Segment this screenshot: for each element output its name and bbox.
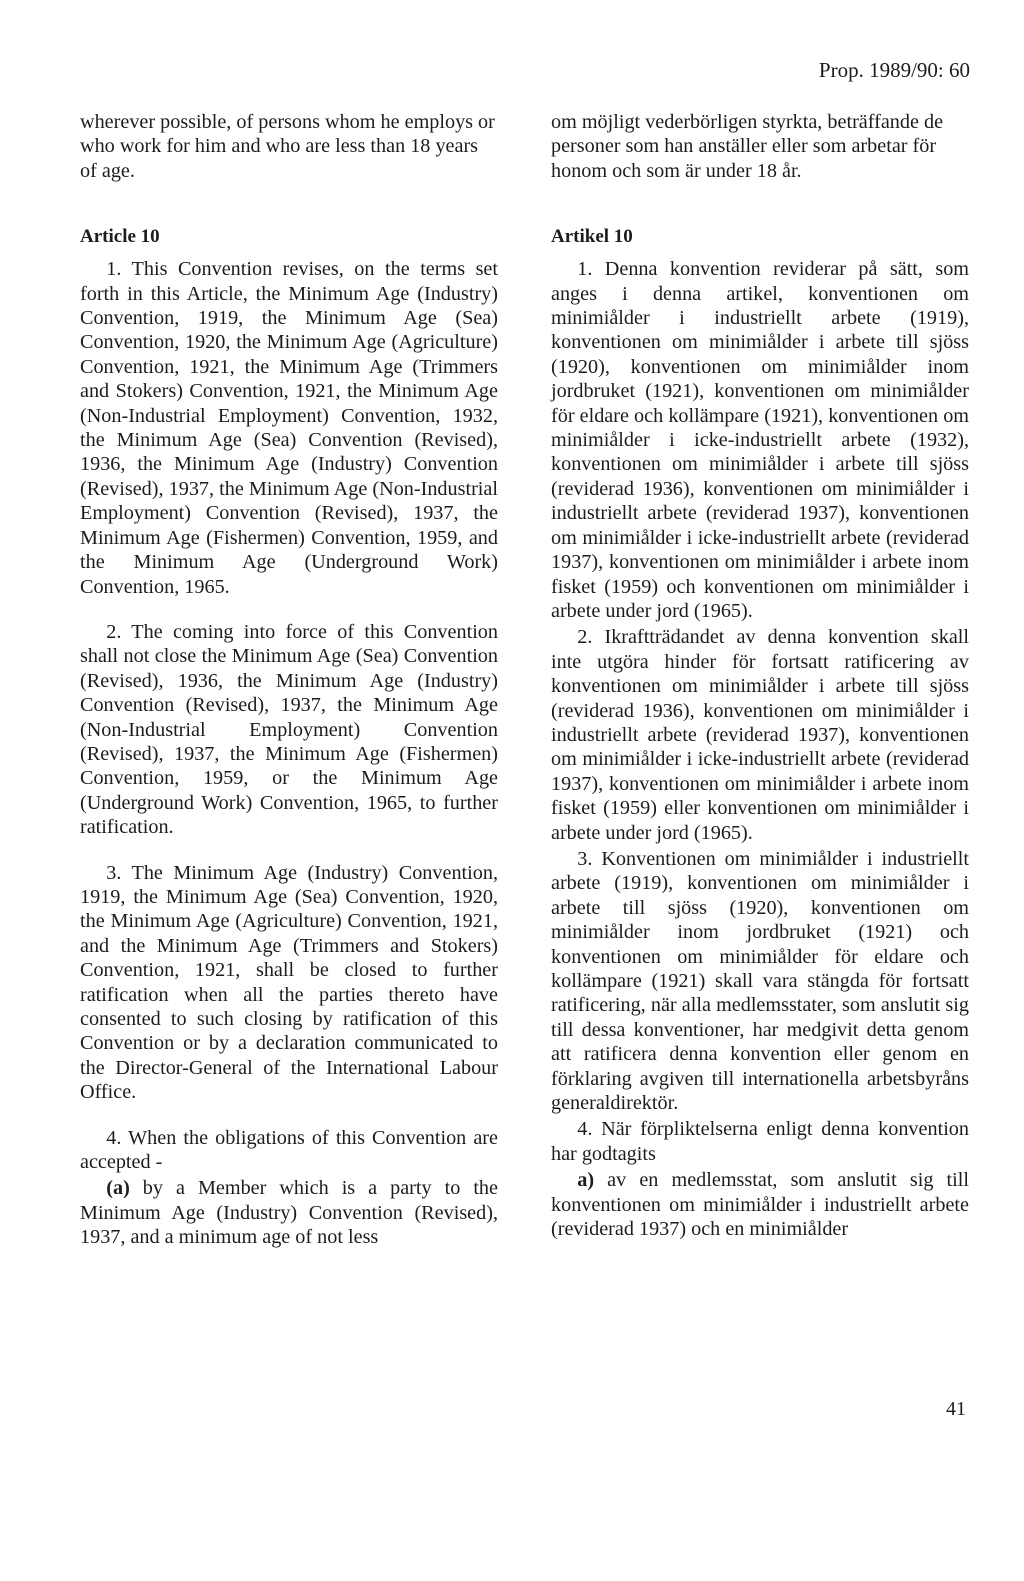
english-paragraph-3: 3. The Minimum Age (Industry) Convention, 1919, the Minimum Age (Sea) Convention, 1920, the Minimum Age (Agriculture) Convention, 1921, and the Minimum Age (Trimmers and Stokers) Convention, 1921, shall be closed to further ratification when all the parties thereto have consented to such closing by ratification of this Convention or by a declaration communicated to the Director-General of the International Labour Office. bbox=[80, 861, 498, 1104]
swedish-paragraph-4a bbox=[551, 1168, 969, 1241]
english-item-a-text: by a Member which is a party to the Minimum Age (Industry) Convention (Revised), 1937, and a minimum age of not less bbox=[80, 1177, 498, 1249]
document-reference: Prop. 1989/90: 60 bbox=[818, 58, 970, 82]
swedish-intro-text: om möjligt vederbörligen styrkta, beträffande de personer som han anställer eller som arbetar för honom och som är under 18 år. bbox=[551, 111, 944, 182]
swedish-paragraph-2: 2. Ikraftträdandet av denna konvention skall inte utgöra hinder för fortsatt ratificering av konventionen om minimiålder i arbete till sjöss (reviderad 1936), konventionen om minimiålder i industriellt arbete (reviderad 1937), konventionen om minimiålder i icke-industriellt arbete (reviderad 1937), konventionen om minimiålder i arbete inom fisket (1959) eller konventionen om minimiålder i arbete under jord (1965). bbox=[551, 626, 969, 844]
english-paragraph-4a bbox=[80, 1176, 498, 1249]
swedish-article-heading: Artikel 10 bbox=[551, 226, 633, 248]
english-paragraph-4: 4. When the obligations of this Convention are accepted - bbox=[80, 1126, 498, 1174]
english-article-heading: Article 10 bbox=[80, 226, 160, 248]
swedish-paragraph-3: 3. Konventionen om minimiålder i industriellt arbete (1919), konventionen om minimiålder i arbete till sjöss (1920), konventionen om minimiålder inom jordbruket (1921) och konventionen om minimiålder för eldare och kollämpare (1921) skall vara stängda för fortsatt ratificering, när alla medlemsstater, som anslutit sig till dessa konventioner, har medgivit detta genom att ratificera denna konvention eller genom en förklaring avgiven till internationella arbetsbyråns generaldirektör. bbox=[551, 847, 969, 1115]
page-number: 41 bbox=[946, 1398, 966, 1420]
swedish-item-a-label: a) bbox=[577, 1169, 595, 1192]
english-paragraph-1: 1. This Convention revises, on the terms set forth in this Article, the Minimum Age (Industry) Convention, 1919, the Minimum Age (Sea) Convention, 1920, the Minimum Age (Agriculture) Convention, 1921, the Minimum Age (Trimmers and Stokers) Convention, 1921, the Minimum Age (Non-Industrial Employment) Convention, 1932, the Minimum Age (Sea) Convention (Revised), 1936, the Minimum Age (Industry) Convention (Revised), 1937, the Minimum Age (Non-Industrial Employment) Convention (Revised), 1937, the Minimum Age (Fishermen) Convention, 1959, and the Minimum Age (Underground Work) Convention, 1965. bbox=[80, 258, 498, 598]
english-column bbox=[80, 110, 498, 1250]
swedish-paragraph-4: 4. När förpliktelserna enligt denna konvention har godtagits bbox=[551, 1118, 969, 1165]
english-paragraph-2: 2. The coming into force of this Convention shall not close the Minimum Age (Sea) Convention (Revised), 1936, the Minimum Age (Industry) Convention (Revised), 1937, the Minimum Age (Non-Industrial Employment) Convention (Revised), 1937, the Minimum Age (Fishermen) Convention, 1959, or the Minimum Age (Underground Work) Convention, 1965, to further ratification. bbox=[80, 620, 498, 839]
swedish-item-a-text: av en medlemsstat, som anslutit sig till konventionen om minimiålder i industriellt arbete (reviderad 1937) och en minimiålder bbox=[551, 1169, 969, 1241]
english-item-a-label: (a) bbox=[106, 1177, 130, 1200]
english-intro-text: wherever possible, of persons whom he employs or who work for him and who are less than 18 years of age. bbox=[80, 111, 495, 182]
swedish-paragraph-1: 1. Denna konvention reviderar på sätt, som anges i denna artikel, konventionen om minimiålder i industriellt arbete (1919), konventionen om minimiålder i arbete till sjöss (1920), konventionen om minimiålder inom jordbruket (1921), konventionen om minimiålder för eldare och kollämpare (1921), konventionen om minimiålder i icke-industriellt arbete (1932), konventionen om minimiålder i arbete till sjöss (reviderad 1936), konventionen om minimiålder i industriellt arbete (reviderad 1937), konventionen om minimiålder i icke-industriellt arbete (reviderad 1937), konventionen om minimiålder i arbete inom fisket (1959) och konventionen om minimiålder i arbete under jord (1965). bbox=[551, 258, 969, 622]
swedish-column bbox=[551, 110, 969, 1241]
